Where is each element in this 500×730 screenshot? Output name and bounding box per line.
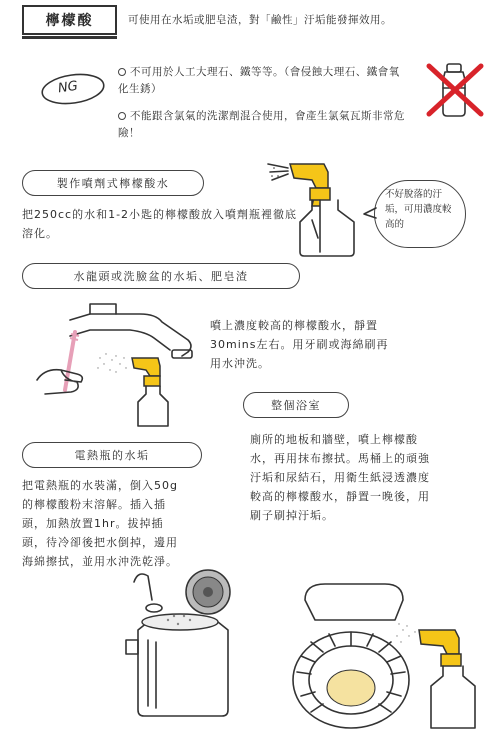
bullet-icon bbox=[118, 68, 126, 76]
kettle-section-header: 電熱瓶的水垢 bbox=[22, 442, 202, 468]
bathroom-section-header: 整個浴室 bbox=[243, 392, 349, 418]
spray-section-header: 製作噴劑式檸檬酸水 bbox=[22, 170, 204, 196]
faucet-section-header: 水龍頭或洗臉盆的水垢、肥皂渣 bbox=[22, 263, 300, 289]
spray-bottle-icon bbox=[395, 620, 485, 730]
crossed-bottle-icon bbox=[425, 60, 485, 120]
ng-label: NG bbox=[57, 78, 79, 97]
bathroom-section-text: 廁所的地板和牆壁，噴上檸檬酸水，再用抹布擦拭。馬桶上的頑強汙垢和尿結石，用衛生紙浸透濃度較高的檸檬酸水，靜置一晚後，用刷子刷掉汙垢。 bbox=[250, 433, 430, 522]
faucet-section-text: 噴上濃度較高的檸檬酸水，靜置30mins左右。用牙刷或海綿刷再用水沖洗。 bbox=[210, 319, 389, 370]
ng-warning-1-text: 不可用於人工大理石、鐵等等。（會侵蝕大理石、鐵會氧化生銹） bbox=[118, 66, 400, 95]
kettle-section-text: 把電熱瓶的水裝滿，倒入50g的檸檬酸粉末溶解。插入插頭，加熱放置1hr。拔掉插頭，待冷卻後把水倒掉，邊用海綿擦拭，並用水沖洗乾淨。 bbox=[22, 479, 178, 568]
spray-bottle-icon bbox=[96, 350, 176, 430]
bullet-icon bbox=[118, 112, 126, 120]
ng-warning-2 bbox=[118, 108, 408, 142]
page-title: 檸檬酸 bbox=[22, 5, 117, 35]
tip-bubble: 不好脫落的汙垢，可用濃度較高的 bbox=[374, 180, 466, 248]
ng-warning-1 bbox=[118, 64, 408, 98]
bubble-tail bbox=[362, 206, 376, 220]
ng-warning-2-text: 不能跟含氯氣的洗潔劑混合使用，會產生氯氣瓦斯非常危險！ bbox=[118, 110, 405, 139]
intro-text: 可使用在水垢或肥皂渣，對「鹼性」汙垢能發揮效用。 bbox=[128, 14, 392, 26]
kettle-icon bbox=[118, 570, 248, 720]
spray-section-text: 把250cc的水和1-2小匙的檸檬酸放入噴劑瓶裡徹底溶化。 bbox=[22, 208, 298, 240]
